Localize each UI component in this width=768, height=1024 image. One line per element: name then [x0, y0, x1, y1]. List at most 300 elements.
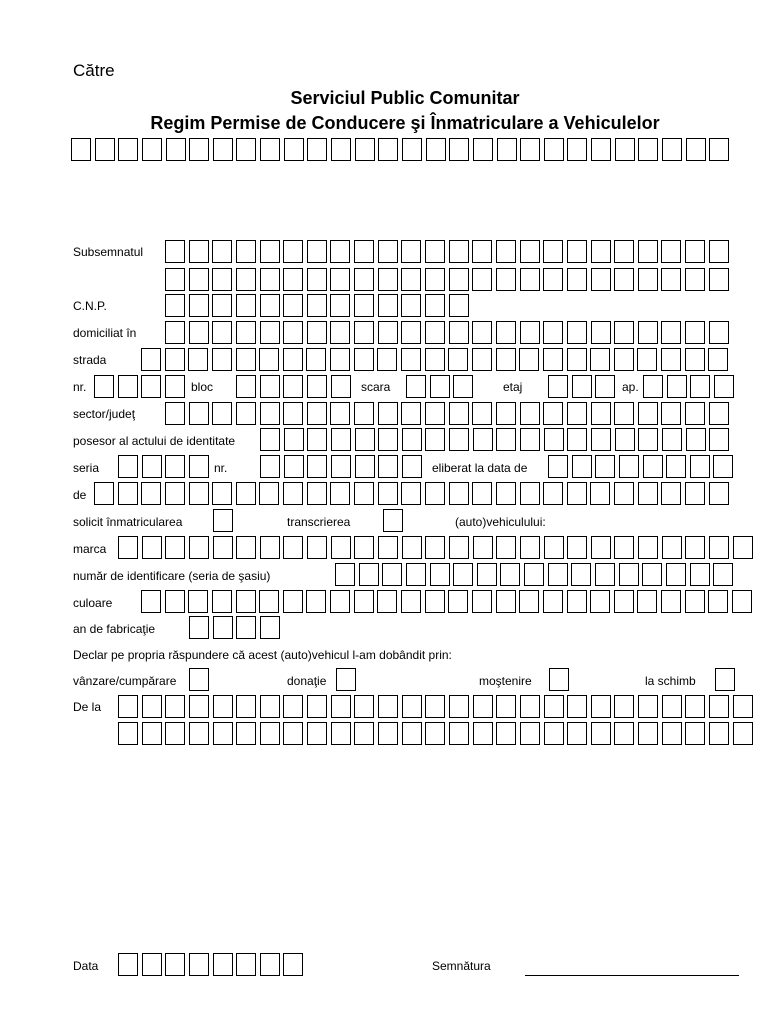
input-box[interactable]	[213, 138, 233, 161]
input-box[interactable]	[406, 375, 426, 398]
input-box[interactable]	[519, 348, 539, 371]
input-box[interactable]	[236, 953, 256, 976]
input-box[interactable]	[571, 563, 591, 586]
input-box[interactable]	[519, 590, 539, 613]
input-box[interactable]	[165, 695, 185, 718]
input-box[interactable]	[619, 455, 639, 478]
input-box[interactable]	[591, 138, 611, 161]
input-box[interactable]	[567, 240, 587, 263]
input-box[interactable]	[260, 375, 280, 398]
input-box[interactable]	[642, 563, 662, 586]
input-box[interactable]	[307, 268, 327, 291]
nr-act-boxes[interactable]	[260, 455, 425, 478]
input-box[interactable]	[284, 455, 304, 478]
input-box[interactable]	[307, 321, 327, 344]
input-box[interactable]	[430, 563, 450, 586]
input-box[interactable]	[165, 482, 185, 505]
strada-boxes[interactable]	[141, 348, 732, 371]
input-box[interactable]	[549, 668, 569, 691]
input-box[interactable]	[355, 455, 375, 478]
input-box[interactable]	[401, 590, 421, 613]
input-box[interactable]	[496, 536, 516, 559]
input-box[interactable]	[189, 668, 209, 691]
input-box[interactable]	[449, 428, 469, 451]
input-box[interactable]	[402, 428, 422, 451]
input-box[interactable]	[496, 240, 516, 263]
input-box[interactable]	[330, 482, 350, 505]
input-box[interactable]	[595, 375, 615, 398]
input-box[interactable]	[709, 402, 729, 425]
input-box[interactable]	[335, 563, 355, 586]
input-box[interactable]	[614, 536, 634, 559]
input-box[interactable]	[590, 590, 610, 613]
input-box[interactable]	[449, 402, 469, 425]
input-box[interactable]	[614, 590, 634, 613]
input-box[interactable]	[259, 348, 279, 371]
input-box[interactable]	[661, 268, 681, 291]
input-box[interactable]	[567, 138, 587, 161]
input-box[interactable]	[378, 536, 398, 559]
input-box[interactable]	[567, 536, 587, 559]
input-box[interactable]	[591, 722, 611, 745]
input-box[interactable]	[188, 590, 208, 613]
input-box[interactable]	[236, 402, 256, 425]
input-box[interactable]	[425, 482, 445, 505]
input-box[interactable]	[331, 536, 351, 559]
input-box[interactable]	[572, 375, 592, 398]
input-box[interactable]	[118, 482, 138, 505]
input-box[interactable]	[189, 722, 209, 745]
input-box[interactable]	[733, 722, 753, 745]
input-box[interactable]	[236, 616, 256, 639]
input-box[interactable]	[354, 482, 374, 505]
input-box[interactable]	[548, 563, 568, 586]
input-box[interactable]	[165, 240, 185, 263]
input-box[interactable]	[383, 509, 403, 532]
input-box[interactable]	[662, 536, 682, 559]
de-la-boxes-row2[interactable]	[118, 722, 756, 745]
input-box[interactable]	[524, 563, 544, 586]
input-box[interactable]	[213, 616, 233, 639]
input-box[interactable]	[377, 348, 397, 371]
input-box[interactable]	[378, 138, 398, 161]
emitent-boxes[interactable]	[94, 482, 732, 505]
input-box[interactable]	[260, 455, 280, 478]
input-box[interactable]	[378, 455, 398, 478]
input-box[interactable]	[567, 402, 587, 425]
an-fabricatie-boxes[interactable]	[189, 616, 284, 639]
input-box[interactable]	[283, 348, 303, 371]
input-box[interactable]	[496, 695, 516, 718]
input-box[interactable]	[165, 536, 185, 559]
input-box[interactable]	[283, 321, 303, 344]
input-box[interactable]	[354, 348, 374, 371]
input-box[interactable]	[401, 348, 421, 371]
nr-boxes[interactable]	[94, 375, 189, 398]
input-box[interactable]	[378, 240, 398, 263]
input-box[interactable]	[378, 294, 398, 317]
input-box[interactable]	[283, 722, 303, 745]
input-box[interactable]	[189, 240, 209, 263]
input-box[interactable]	[637, 590, 657, 613]
input-box[interactable]	[520, 321, 540, 344]
input-box[interactable]	[283, 590, 303, 613]
input-box[interactable]	[354, 321, 374, 344]
input-box[interactable]	[661, 590, 681, 613]
input-box[interactable]	[662, 428, 682, 451]
input-box[interactable]	[402, 455, 422, 478]
input-box[interactable]	[212, 240, 232, 263]
de-la-boxes-row1[interactable]	[118, 695, 756, 718]
input-box[interactable]	[614, 695, 634, 718]
input-box[interactable]	[260, 138, 280, 161]
input-box[interactable]	[638, 240, 658, 263]
input-box[interactable]	[189, 455, 209, 478]
input-box[interactable]	[401, 240, 421, 263]
input-box[interactable]	[591, 402, 611, 425]
input-box[interactable]	[614, 402, 634, 425]
authority-code-boxes[interactable]	[71, 138, 733, 161]
input-box[interactable]	[615, 428, 635, 451]
input-box[interactable]	[378, 695, 398, 718]
input-box[interactable]	[142, 455, 162, 478]
input-box[interactable]	[260, 616, 280, 639]
input-box[interactable]	[307, 455, 327, 478]
input-box[interactable]	[637, 348, 657, 371]
input-box[interactable]	[449, 722, 469, 745]
input-box[interactable]	[165, 953, 185, 976]
input-box[interactable]	[118, 375, 138, 398]
input-box[interactable]	[449, 695, 469, 718]
input-box[interactable]	[449, 321, 469, 344]
input-box[interactable]	[567, 348, 587, 371]
input-box[interactable]	[213, 953, 233, 976]
input-box[interactable]	[567, 268, 587, 291]
input-box[interactable]	[567, 695, 587, 718]
input-box[interactable]	[330, 294, 350, 317]
input-box[interactable]	[259, 482, 279, 505]
input-box[interactable]	[330, 268, 350, 291]
input-box[interactable]	[189, 482, 209, 505]
eliberat-data-boxes[interactable]	[548, 455, 737, 478]
input-box[interactable]	[165, 321, 185, 344]
input-box[interactable]	[212, 590, 232, 613]
input-box[interactable]	[378, 321, 398, 344]
input-box[interactable]	[307, 536, 327, 559]
input-box[interactable]	[685, 321, 705, 344]
input-box[interactable]	[141, 482, 161, 505]
input-box[interactable]	[212, 321, 232, 344]
inmatriculare-checkbox[interactable]	[213, 509, 233, 532]
input-box[interactable]	[425, 268, 445, 291]
input-box[interactable]	[591, 240, 611, 263]
input-box[interactable]	[189, 321, 209, 344]
input-box[interactable]	[331, 428, 351, 451]
input-box[interactable]	[382, 563, 402, 586]
input-box[interactable]	[354, 536, 374, 559]
input-box[interactable]	[685, 722, 705, 745]
input-box[interactable]	[354, 240, 374, 263]
input-box[interactable]	[236, 375, 256, 398]
input-box[interactable]	[212, 268, 232, 291]
input-box[interactable]	[543, 240, 563, 263]
input-box[interactable]	[401, 402, 421, 425]
input-box[interactable]	[473, 722, 493, 745]
input-box[interactable]	[236, 482, 256, 505]
input-box[interactable]	[543, 482, 563, 505]
input-box[interactable]	[188, 348, 208, 371]
input-box[interactable]	[212, 348, 232, 371]
input-box[interactable]	[283, 375, 303, 398]
input-box[interactable]	[94, 375, 114, 398]
input-box[interactable]	[520, 240, 540, 263]
input-box[interactable]	[595, 455, 615, 478]
input-box[interactable]	[306, 590, 326, 613]
input-box[interactable]	[472, 240, 492, 263]
input-box[interactable]	[473, 695, 493, 718]
input-box[interactable]	[567, 428, 587, 451]
input-box[interactable]	[165, 348, 185, 371]
input-box[interactable]	[690, 455, 710, 478]
input-box[interactable]	[496, 268, 516, 291]
input-box[interactable]	[283, 294, 303, 317]
input-box[interactable]	[236, 294, 256, 317]
input-box[interactable]	[142, 695, 162, 718]
input-box[interactable]	[544, 428, 564, 451]
input-box[interactable]	[638, 722, 658, 745]
input-box[interactable]	[425, 402, 445, 425]
input-box[interactable]	[520, 482, 540, 505]
input-box[interactable]	[590, 482, 610, 505]
input-box[interactable]	[71, 138, 91, 161]
input-box[interactable]	[378, 482, 398, 505]
input-box[interactable]	[685, 482, 705, 505]
input-box[interactable]	[406, 563, 426, 586]
input-box[interactable]	[213, 509, 233, 532]
input-box[interactable]	[378, 268, 398, 291]
input-box[interactable]	[212, 294, 232, 317]
input-box[interactable]	[500, 563, 520, 586]
input-box[interactable]	[260, 294, 280, 317]
vanzare-checkbox[interactable]	[189, 668, 209, 691]
input-box[interactable]	[543, 590, 563, 613]
donatie-checkbox[interactable]	[336, 668, 356, 691]
input-box[interactable]	[354, 294, 374, 317]
input-box[interactable]	[307, 375, 327, 398]
input-box[interactable]	[543, 348, 563, 371]
input-box[interactable]	[94, 482, 114, 505]
input-box[interactable]	[401, 268, 421, 291]
input-box[interactable]	[212, 402, 232, 425]
input-box[interactable]	[496, 348, 516, 371]
input-box[interactable]	[715, 668, 735, 691]
input-box[interactable]	[543, 402, 563, 425]
input-box[interactable]	[638, 321, 658, 344]
input-box[interactable]	[520, 428, 540, 451]
mostenire-checkbox[interactable]	[549, 668, 569, 691]
input-box[interactable]	[425, 428, 445, 451]
input-box[interactable]	[567, 321, 587, 344]
input-box[interactable]	[567, 722, 587, 745]
input-box[interactable]	[118, 536, 138, 559]
input-box[interactable]	[425, 695, 445, 718]
input-box[interactable]	[402, 695, 422, 718]
input-box[interactable]	[448, 590, 468, 613]
input-box[interactable]	[354, 402, 374, 425]
input-box[interactable]	[666, 455, 686, 478]
input-box[interactable]	[307, 428, 327, 451]
input-box[interactable]	[448, 348, 468, 371]
input-box[interactable]	[591, 321, 611, 344]
input-box[interactable]	[709, 536, 729, 559]
input-box[interactable]	[401, 482, 421, 505]
input-box[interactable]	[236, 590, 256, 613]
input-box[interactable]	[643, 375, 663, 398]
input-box[interactable]	[283, 695, 303, 718]
marca-boxes[interactable]	[118, 536, 756, 559]
input-box[interactable]	[567, 482, 587, 505]
input-box[interactable]	[330, 402, 350, 425]
input-box[interactable]	[732, 590, 752, 613]
input-box[interactable]	[142, 722, 162, 745]
etaj-boxes[interactable]	[548, 375, 619, 398]
input-box[interactable]	[520, 722, 540, 745]
input-box[interactable]	[638, 536, 658, 559]
input-box[interactable]	[638, 402, 658, 425]
name-boxes-row2[interactable]	[165, 268, 732, 291]
input-box[interactable]	[260, 722, 280, 745]
input-box[interactable]	[425, 722, 445, 745]
input-box[interactable]	[189, 536, 209, 559]
input-box[interactable]	[283, 268, 303, 291]
input-box[interactable]	[283, 953, 303, 976]
input-box[interactable]	[449, 268, 469, 291]
input-box[interactable]	[520, 138, 540, 161]
input-box[interactable]	[638, 695, 658, 718]
input-box[interactable]	[307, 695, 327, 718]
input-box[interactable]	[449, 138, 469, 161]
input-box[interactable]	[118, 722, 138, 745]
input-box[interactable]	[544, 722, 564, 745]
input-box[interactable]	[685, 240, 705, 263]
input-box[interactable]	[331, 138, 351, 161]
input-box[interactable]	[331, 695, 351, 718]
input-box[interactable]	[591, 695, 611, 718]
input-box[interactable]	[449, 294, 469, 317]
data-boxes[interactable]	[118, 953, 307, 976]
input-box[interactable]	[708, 348, 728, 371]
input-box[interactable]	[713, 563, 733, 586]
input-box[interactable]	[359, 563, 379, 586]
input-box[interactable]	[615, 138, 635, 161]
input-box[interactable]	[709, 240, 729, 263]
input-box[interactable]	[165, 402, 185, 425]
input-box[interactable]	[165, 590, 185, 613]
input-box[interactable]	[425, 294, 445, 317]
input-box[interactable]	[307, 402, 327, 425]
input-box[interactable]	[401, 294, 421, 317]
input-box[interactable]	[477, 563, 497, 586]
input-box[interactable]	[614, 240, 634, 263]
input-box[interactable]	[142, 138, 162, 161]
input-box[interactable]	[497, 138, 517, 161]
domiciliu-boxes[interactable]	[165, 321, 732, 344]
input-box[interactable]	[377, 590, 397, 613]
input-box[interactable]	[733, 695, 753, 718]
input-box[interactable]	[686, 138, 706, 161]
input-box[interactable]	[236, 722, 256, 745]
input-box[interactable]	[306, 348, 326, 371]
input-box[interactable]	[496, 321, 516, 344]
input-box[interactable]	[307, 240, 327, 263]
input-box[interactable]	[496, 428, 516, 451]
input-box[interactable]	[544, 695, 564, 718]
input-box[interactable]	[661, 482, 681, 505]
input-box[interactable]	[260, 321, 280, 344]
input-box[interactable]	[690, 375, 710, 398]
serie-sasiu-boxes[interactable]	[335, 563, 737, 586]
input-box[interactable]	[236, 268, 256, 291]
input-box[interactable]	[667, 375, 687, 398]
input-box[interactable]	[449, 536, 469, 559]
input-box[interactable]	[709, 722, 729, 745]
input-box[interactable]	[453, 375, 473, 398]
input-box[interactable]	[330, 240, 350, 263]
input-box[interactable]	[283, 240, 303, 263]
input-box[interactable]	[259, 590, 279, 613]
input-box[interactable]	[213, 695, 233, 718]
input-box[interactable]	[473, 536, 493, 559]
act-identitate-boxes[interactable]	[260, 428, 733, 451]
input-box[interactable]	[661, 402, 681, 425]
input-box[interactable]	[543, 268, 563, 291]
input-box[interactable]	[166, 138, 186, 161]
input-box[interactable]	[336, 668, 356, 691]
input-box[interactable]	[572, 455, 592, 478]
input-box[interactable]	[189, 616, 209, 639]
input-box[interactable]	[449, 240, 469, 263]
input-box[interactable]	[638, 268, 658, 291]
ap-boxes[interactable]	[643, 375, 738, 398]
input-box[interactable]	[165, 375, 185, 398]
input-box[interactable]	[189, 953, 209, 976]
input-box[interactable]	[619, 563, 639, 586]
input-box[interactable]	[714, 375, 734, 398]
seria-boxes[interactable]	[118, 455, 213, 478]
input-box[interactable]	[260, 268, 280, 291]
input-box[interactable]	[472, 268, 492, 291]
schimb-checkbox[interactable]	[715, 668, 735, 691]
input-box[interactable]	[520, 695, 540, 718]
input-box[interactable]	[453, 563, 473, 586]
input-box[interactable]	[708, 590, 728, 613]
input-box[interactable]	[95, 138, 115, 161]
input-box[interactable]	[425, 348, 445, 371]
input-box[interactable]	[236, 695, 256, 718]
input-box[interactable]	[685, 402, 705, 425]
input-box[interactable]	[709, 428, 729, 451]
input-box[interactable]	[709, 482, 729, 505]
input-box[interactable]	[260, 402, 280, 425]
input-box[interactable]	[189, 402, 209, 425]
input-box[interactable]	[685, 268, 705, 291]
input-box[interactable]	[473, 428, 493, 451]
input-box[interactable]	[614, 268, 634, 291]
input-box[interactable]	[236, 536, 256, 559]
input-box[interactable]	[662, 138, 682, 161]
input-box[interactable]	[213, 722, 233, 745]
signature-line[interactable]	[525, 975, 739, 976]
